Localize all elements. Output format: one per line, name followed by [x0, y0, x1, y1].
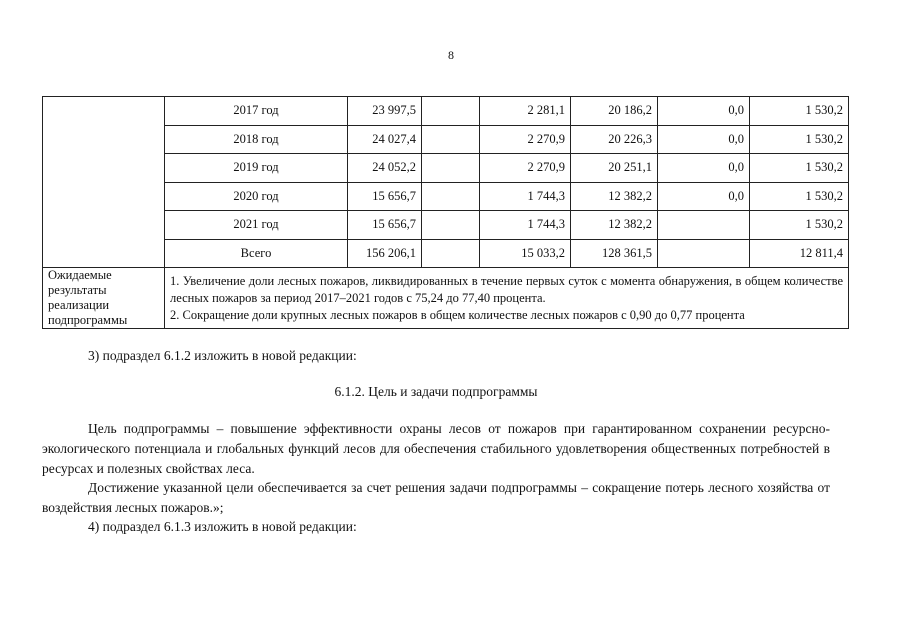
other-cell: 1 530,2: [750, 97, 849, 126]
local-cell: [658, 239, 750, 268]
year-cell: 2017 год: [165, 97, 348, 126]
expected-result-item-1: 1. Увеличение доли лесных пожаров, ликвидированных в течение первых суток с момента обнаружения, в общем количестве лесных пожаров за период 2017–2021 годов с 75,24 до 77,40 процента.: [170, 273, 843, 305]
achievement-paragraph: Достижение указанной цели обеспечивается за счет решения задачи подпрограммы – сокращение потерь лесного хозяйства от воздействия лесных пожаров.»;: [42, 480, 830, 515]
federal-cell: [422, 211, 480, 240]
total-cell: 24 027,4: [348, 125, 422, 154]
other-cell: 1 530,2: [750, 182, 849, 211]
local-cell: 0,0: [658, 97, 750, 126]
table-row: [43, 97, 849, 126]
budget-cell: 15 033,2: [480, 239, 571, 268]
total-cell: 15 656,7: [348, 211, 422, 240]
goal-paragraph: Цель подпрограммы – повышение эффективности охраны лесов от пожаров при гарантированном сохранении ресурсно-экологического потенциала и глобальных функций лесов для обеспечения стабильного удовлетворения общественных потребностей в ресурсах и полезных свойствах леса.: [42, 421, 830, 476]
regional-cell: 20 186,2: [571, 97, 658, 126]
financing-table: [42, 96, 849, 329]
other-cell: 1 530,2: [750, 125, 849, 154]
regional-cell: 20 251,1: [571, 154, 658, 183]
federal-cell: [422, 97, 480, 126]
federal-cell: [422, 182, 480, 211]
local-cell: 0,0: [658, 125, 750, 154]
section-heading: 6.1.2. Цель и задачи подпрограммы: [334, 384, 538, 399]
total-cell: 156 206,1: [348, 239, 422, 268]
expected-results-row: [43, 268, 849, 329]
budget-cell: 2 270,9: [480, 154, 571, 183]
federal-cell: [422, 154, 480, 183]
budget-cell: 2 270,9: [480, 125, 571, 154]
regional-cell: 12 382,2: [571, 182, 658, 211]
year-cell: 2018 год: [165, 125, 348, 154]
local-cell: 0,0: [658, 154, 750, 183]
budget-cell: 1 744,3: [480, 211, 571, 240]
page-number: 8: [448, 48, 454, 62]
year-cell: 2020 год: [165, 182, 348, 211]
amendment-item-4: 4) подраздел 6.1.3 изложить в новой редакции:: [88, 519, 357, 534]
amendment-item-3: 3) подраздел 6.1.2 изложить в новой редакции:: [88, 348, 357, 363]
total-cell: 15 656,7: [348, 182, 422, 211]
regional-cell: 128 361,5: [571, 239, 658, 268]
expected-results-text: [165, 268, 849, 329]
total-cell: 24 052,2: [348, 154, 422, 183]
year-cell: Всего: [165, 239, 348, 268]
other-cell: 1 530,2: [750, 154, 849, 183]
total-cell: 23 997,5: [348, 97, 422, 126]
local-cell: 0,0: [658, 182, 750, 211]
year-cell: 2019 год: [165, 154, 348, 183]
other-cell: 1 530,2: [750, 211, 849, 240]
local-cell: [658, 211, 750, 240]
year-cell: 2021 год: [165, 211, 348, 240]
empty-label-cell: [43, 97, 165, 268]
regional-cell: 12 382,2: [571, 211, 658, 240]
expected-result-item-2: 2. Сокращение доли крупных лесных пожаров в общем количестве лесных пожаров с 0,90 до 0,77 процента: [170, 307, 745, 322]
regional-cell: 20 226,3: [571, 125, 658, 154]
federal-cell: [422, 125, 480, 154]
other-cell: 12 811,4: [750, 239, 849, 268]
expected-results-label: Ожидаемые результаты реализации подпрограммы: [43, 268, 165, 329]
budget-cell: 2 281,1: [480, 97, 571, 126]
budget-cell: 1 744,3: [480, 182, 571, 211]
federal-cell: [422, 239, 480, 268]
